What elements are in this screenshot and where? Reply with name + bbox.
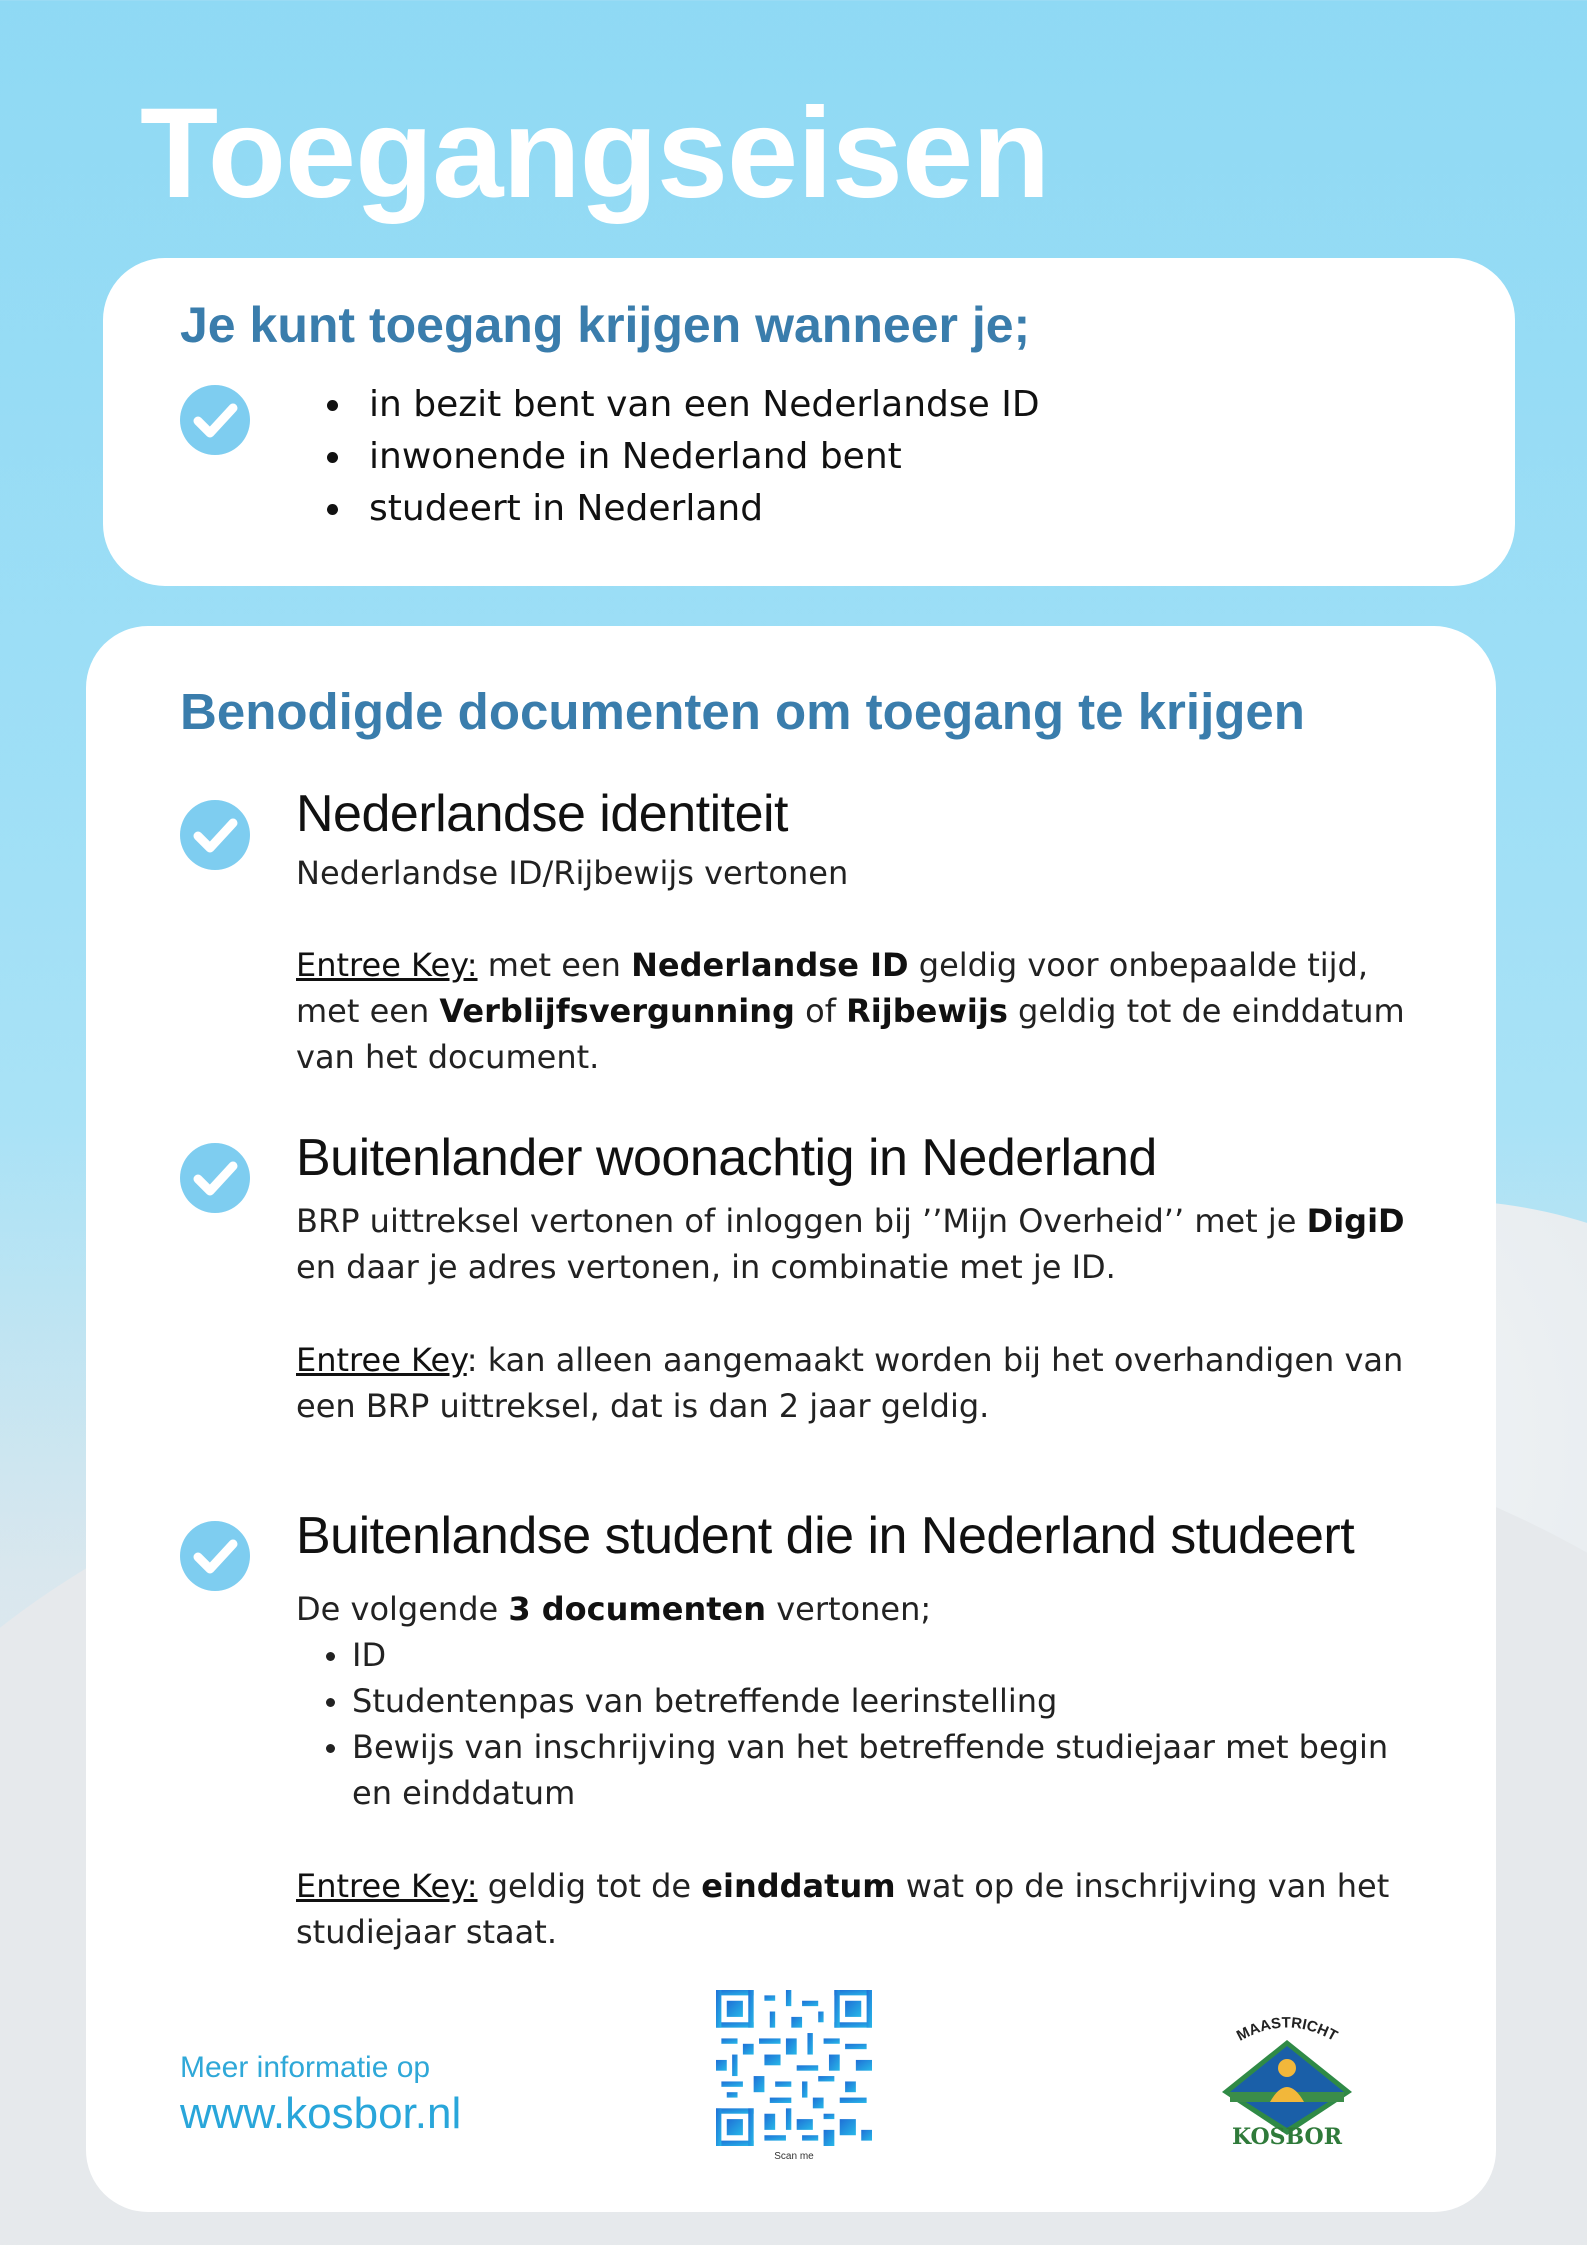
svg-text:MAASTRICHT: MAASTRICHT xyxy=(1233,2014,1341,2045)
list-item: studeert in Nederland xyxy=(327,483,1040,535)
text: en daar je adres vertonen, in combinatie met je ID. xyxy=(296,1248,1116,1286)
bold-text: DigiD xyxy=(1306,1202,1405,1240)
kosbor-logo xyxy=(1212,2010,1362,2150)
text: geldig tot de xyxy=(477,1867,702,1905)
text: of xyxy=(794,992,847,1030)
text: geldig tot de einddatum van het document. xyxy=(296,992,1405,1076)
text: geldig voor onbepaalde tijd, met een xyxy=(296,946,1369,1030)
section-title: Buitenlander woonachtig in Nederland xyxy=(296,1129,1157,1187)
qr-label: Scan me xyxy=(774,2151,814,2162)
text: De volgende xyxy=(296,1590,509,1628)
entree-key-label: Entree Key xyxy=(296,1341,467,1379)
checkmark-icon xyxy=(180,1143,250,1213)
section-intro xyxy=(296,1586,1426,1816)
bold-text: Nederlandse ID xyxy=(631,946,909,984)
list-item: ID xyxy=(326,1632,1426,1678)
entree-key-text xyxy=(296,942,1426,1080)
checkmark-icon xyxy=(180,385,250,455)
checkmark-icon xyxy=(180,800,250,870)
list-item: Studentenpas van betreffende leerinstelling xyxy=(326,1678,1426,1724)
text: vertonen; xyxy=(766,1590,932,1628)
list-item: in bezit bent van een Nederlandse ID xyxy=(327,379,1040,431)
list-item: Bewijs van inschrijving van het betreffende studiejaar met begin en einddatum xyxy=(326,1724,1426,1816)
entree-key-label: Entree Key: xyxy=(296,1867,478,1905)
section-intro: Nederlandse ID/Rijbewijs vertonen xyxy=(296,854,849,892)
text: BRP uittreksel vertonen of inloggen bij ’’Mijn Overheid’’ met je xyxy=(296,1202,1307,1240)
bold-text: Verblijfsvergunning xyxy=(439,992,795,1030)
page-title: Toegangseisen xyxy=(140,82,1050,225)
svg-text:KOSBOR: KOSBOR xyxy=(1231,2124,1343,2150)
checkmark-icon xyxy=(180,1521,250,1591)
bold-text: Rijbewijs xyxy=(846,992,1008,1030)
entree-key-label: Entree Key: xyxy=(296,946,478,984)
entree-key-text xyxy=(296,1863,1426,1955)
entree-key-text xyxy=(296,1337,1426,1429)
section-title: Buitenlandse student die in Nederland studeert xyxy=(296,1507,1355,1565)
documents-heading: Benodigde documenten om toegang te krijgen xyxy=(180,683,1305,740)
required-documents-list xyxy=(326,1632,1426,1816)
bold-text: 3 documenten xyxy=(508,1590,767,1628)
website-link[interactable]: www.kosbor.nl xyxy=(180,2089,462,2138)
list-item: inwonende in Nederland bent xyxy=(327,431,1040,483)
text: : kan alleen aangemaakt worden bij het overhandigen van een BRP uittreksel, dat is dan 2 jaar geldig. xyxy=(296,1341,1404,1425)
access-heading: Je kunt toegang krijgen wanneer je; xyxy=(180,297,1031,353)
access-list xyxy=(327,379,1040,535)
bold-text: einddatum xyxy=(701,1867,896,1905)
text: wat op de inschrijving van het studiejaar staat. xyxy=(296,1867,1390,1951)
more-info-label: Meer informatie op xyxy=(180,2051,431,2084)
section-title: Nederlandse identiteit xyxy=(296,785,788,843)
section-intro xyxy=(296,1198,1426,1290)
qr-code[interactable] xyxy=(716,1990,872,2146)
text: met een xyxy=(477,946,632,984)
